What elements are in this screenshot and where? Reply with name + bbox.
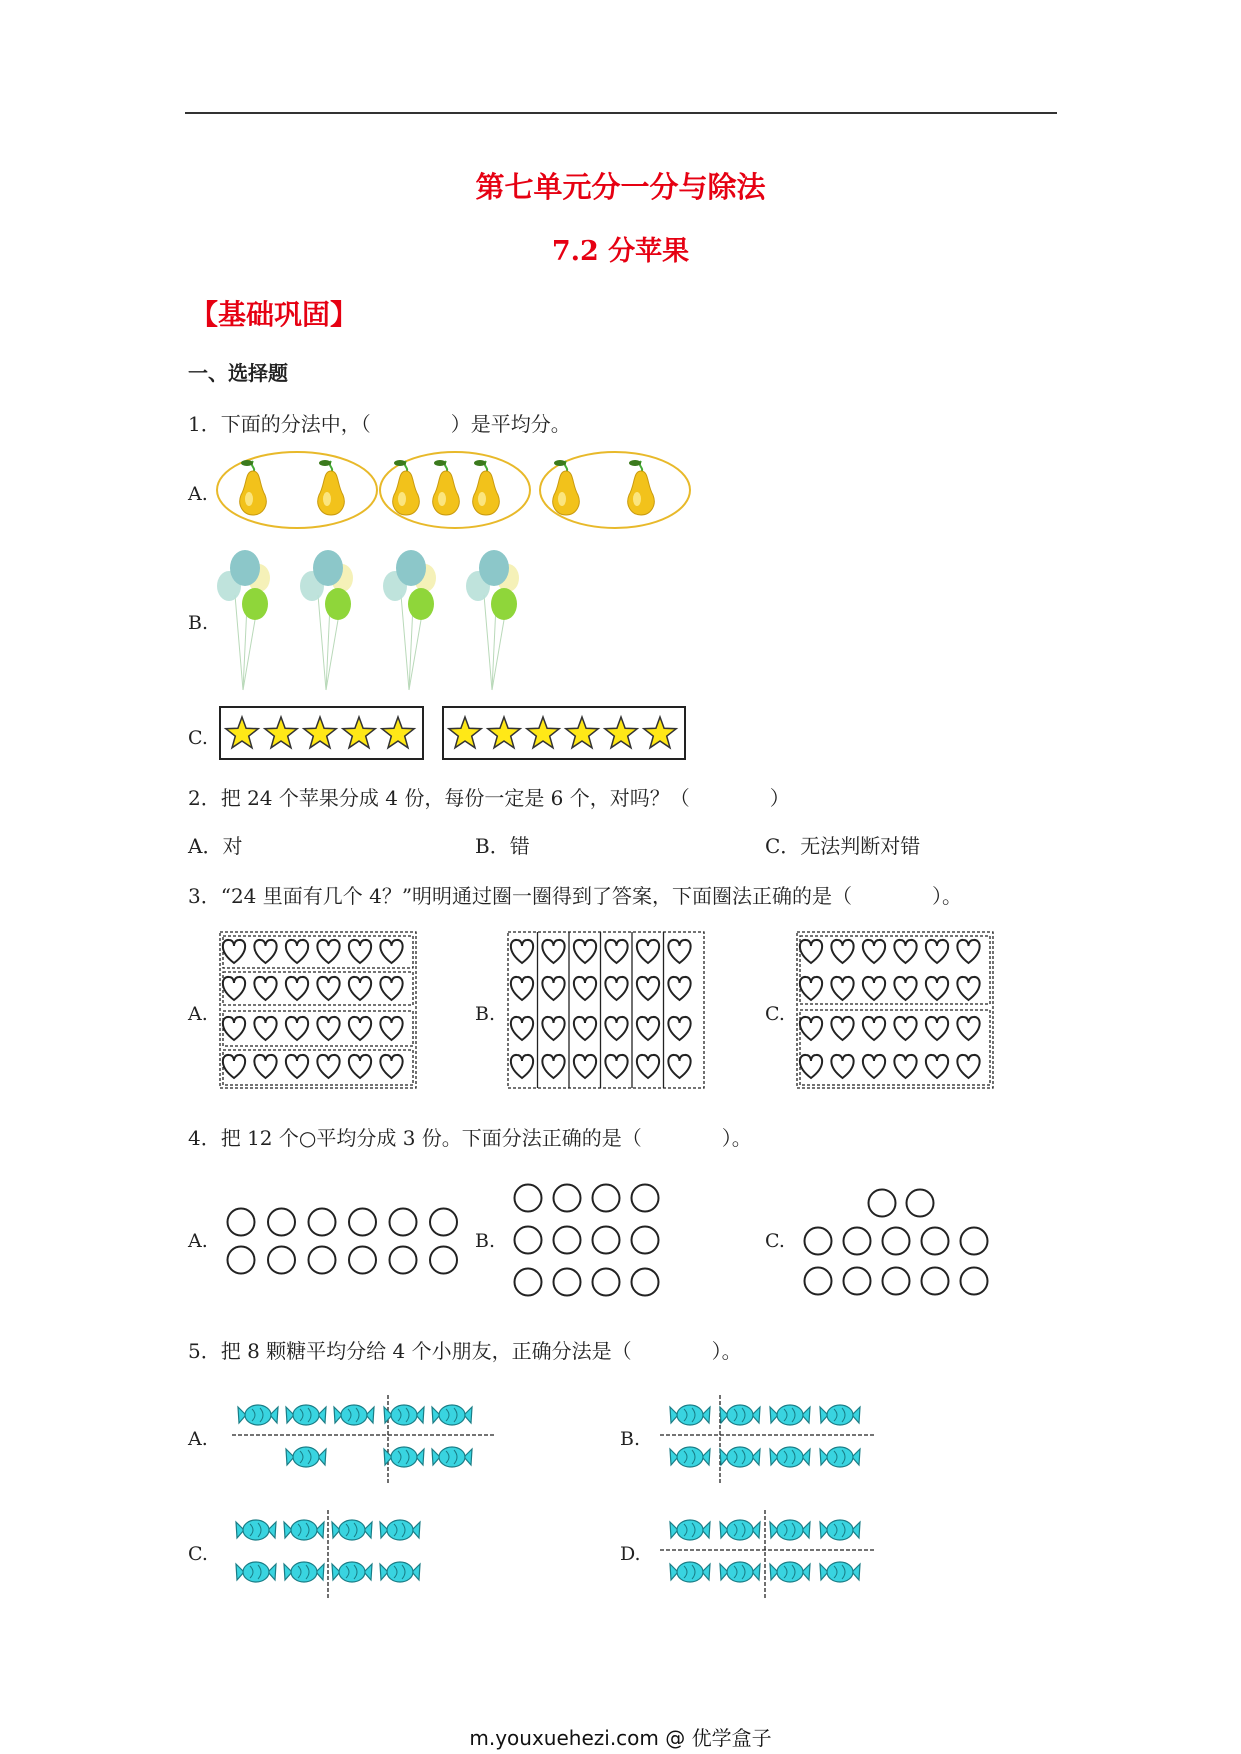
pear-icon [318,460,345,515]
candy-icon [820,1562,860,1582]
heart-icon [511,977,533,1000]
q1-option-c-label: C. [188,727,208,749]
heart-icon [349,1055,371,1078]
heart-icon [800,977,822,1000]
heart-icon [254,1017,276,1040]
heart-icon [317,940,339,963]
candy-icon [334,1405,374,1425]
heart-icon [605,977,627,1000]
heart-icon [926,977,948,1000]
heart-icon [542,1017,564,1040]
heart-icon [286,977,308,1000]
candy-icon [770,1520,810,1540]
circle-mark [515,1269,542,1296]
heart-icon [286,1017,308,1040]
q3-option-a-hearts [220,930,420,1090]
pear-icon [393,460,420,515]
candy-icon [720,1562,760,1582]
heart-icon [317,977,339,1000]
balloon-bunch-icon [300,550,353,690]
circle-mark [922,1228,949,1255]
candy-icon [384,1405,424,1425]
circle-mark [907,1190,934,1217]
candy-icon [380,1562,420,1582]
heart-icon [831,977,853,1000]
heart-icon [926,1017,948,1040]
heart-icon [542,1055,564,1078]
circle-mark [632,1227,659,1254]
q3-option-c-hearts [797,930,997,1090]
circle-mark [805,1228,832,1255]
heart-icon [317,1055,339,1078]
candy-icon [236,1562,276,1582]
circle-mark [309,1247,336,1274]
section-label: 【基础巩固】 [190,298,359,331]
star-icon [226,717,258,748]
heart-icon [668,1017,690,1040]
candy-icon [284,1520,324,1540]
q1-option-c-stars [220,705,680,763]
pear-icon [473,460,500,515]
heart-icon [637,977,659,1000]
circle-mark [390,1209,417,1236]
star-icon [265,717,297,748]
heart-icon [800,940,822,963]
q5-option-d-candies [660,1510,880,1600]
star-icon [304,717,336,748]
heart-icon [574,1017,596,1040]
heart-icon [894,1055,916,1078]
q1-option-a-label: A. [188,483,208,505]
heart-icon [223,1055,245,1078]
heart-icon [254,1055,276,1078]
circle-mark [349,1209,376,1236]
q5-option-b-candies [660,1395,880,1485]
balloon-bunch-icon [383,550,436,690]
circle-mark [593,1269,620,1296]
heart-icon [511,1017,533,1040]
candy-icon [770,1405,810,1425]
candy-icon [670,1562,710,1582]
group-ellipse [217,452,377,528]
pear-icon [553,460,580,515]
heart-icon [605,940,627,963]
star-icon [644,717,676,748]
circle-mark [515,1227,542,1254]
heart-icon [863,940,885,963]
circle-mark [844,1228,871,1255]
q5-option-d-label: D. [620,1543,641,1565]
heart-icon [574,940,596,963]
heart-icon [605,1055,627,1078]
candy-icon [236,1520,276,1540]
heart-icon [223,977,245,1000]
circle-mark [430,1247,457,1274]
star-icon [527,717,559,748]
heart-icon [926,940,948,963]
q4-option-a-label: A. [188,1230,208,1252]
heart-icon [605,1017,627,1040]
heart-icon [542,977,564,1000]
heart-icon [957,1055,979,1078]
candy-icon [238,1405,278,1425]
heart-icon [863,1017,885,1040]
circle-mark [869,1190,896,1217]
q4-option-b-label: B. [475,1230,496,1252]
circle-mark [309,1209,336,1236]
candy-icon [770,1562,810,1582]
q1-option-b-label: B. [188,612,209,634]
candy-icon [432,1447,472,1467]
balloon-bunch-icon [217,550,270,690]
circle-mark [268,1209,295,1236]
q5-option-c-candies [232,1510,432,1600]
candy-icon [380,1520,420,1540]
heart-icon [668,1055,690,1078]
candy-icon [332,1562,372,1582]
heart-icon [349,1017,371,1040]
q5-option-c-label: C. [188,1543,208,1565]
heart-icon [286,940,308,963]
question-4-text: 4．把 12 个○平均分成 3 份。下面分法正确的是（ ）。 [188,1126,752,1150]
circle-mark [883,1268,910,1295]
star-icon [605,717,637,748]
q4-option-a-circles [225,1205,465,1285]
q5-option-b-label: B. [620,1428,641,1450]
pear-icon [240,460,267,515]
candy-icon [820,1447,860,1467]
candy-icon [720,1405,760,1425]
circle-mark [632,1269,659,1296]
star-icon [449,717,481,748]
header-rule [185,112,1057,114]
heart-icon [511,940,533,963]
heart-icon [349,940,371,963]
candy-icon [670,1405,710,1425]
circle-mark [922,1268,949,1295]
circle-mark [430,1209,457,1236]
footer-text: m.youxuehezi.com @ 优学盒子 [469,1726,772,1750]
question-5-text: 5．把 8 颗糖平均分给 4 个小朋友，正确分法是（ ）。 [188,1339,742,1363]
heart-icon [254,940,276,963]
circle-mark [593,1185,620,1212]
candy-icon [432,1405,472,1425]
circle-mark [228,1209,255,1236]
star-icon [343,717,375,748]
q3-option-c-label: C. [765,1003,785,1025]
heart-icon [223,940,245,963]
circle-mark [805,1268,832,1295]
heart-icon [380,940,402,963]
q3-option-b-label: B. [475,1003,496,1025]
heart-icon [542,940,564,963]
heart-icon [380,977,402,1000]
heart-icon [831,940,853,963]
heart-icon [574,977,596,1000]
circle-mark [844,1268,871,1295]
circle-mark [515,1185,542,1212]
candy-icon [286,1405,326,1425]
q2-choice-a: A．对 [188,834,243,858]
heart-icon [894,977,916,1000]
heart-icon [637,1055,659,1078]
lesson-title: 7.2 分苹果 [551,236,690,267]
circle-mark [268,1247,295,1274]
question-2-text: 2．把 24 个苹果分成 4 份，每份一定是 6 个，对吗？（ ） [188,786,790,810]
circle-mark [390,1247,417,1274]
heart-icon [831,1055,853,1078]
circle-mark [554,1227,581,1254]
circle-mark [554,1269,581,1296]
q2-choice-b: B．错 [475,834,530,858]
circle-mark [349,1247,376,1274]
circle-mark [554,1185,581,1212]
question-1-text: 1．下面的分法中，（ ）是平均分。 [188,412,571,436]
circle-mark [961,1228,988,1255]
heart-icon [637,1017,659,1040]
circle-mark [593,1227,620,1254]
circle-mark [961,1268,988,1295]
heart-icon [894,940,916,963]
heart-icon [380,1017,402,1040]
q4-option-c-circles [800,1185,1000,1300]
candy-icon [820,1520,860,1540]
candy-icon [670,1520,710,1540]
heart-icon [511,1055,533,1078]
heart-icon [637,940,659,963]
heart-icon [668,940,690,963]
heart-icon [957,940,979,963]
heart-icon [574,1055,596,1078]
heart-icon [317,1017,339,1040]
question-3-text: 3．“24 里面有几个 4？”明明通过圈一圈得到了答案，下面圈法正确的是（ ）。 [188,884,963,908]
candy-icon [284,1562,324,1582]
heart-icon [957,977,979,1000]
q3-option-b-hearts [508,930,708,1090]
q2-choice-c: C．无法判断对错 [765,834,921,858]
candy-icon [770,1447,810,1467]
q5-option-a-candies [232,1395,502,1485]
candy-icon [820,1405,860,1425]
circle-mark [632,1185,659,1212]
heart-icon [863,977,885,1000]
star-icon [382,717,414,748]
circle-mark [883,1228,910,1255]
candy-icon [332,1520,372,1540]
heart-icon [863,1055,885,1078]
heart-icon [380,1055,402,1078]
candy-icon [286,1447,326,1467]
q1-option-a-pears [215,447,735,537]
heart-icon [831,1017,853,1040]
balloon-bunch-icon [466,550,519,690]
q4-option-c-label: C. [765,1230,785,1252]
pear-icon [433,460,460,515]
candy-icon [670,1447,710,1467]
heart-icon [223,1017,245,1040]
circle-mark [228,1247,255,1274]
candy-icon [720,1447,760,1467]
q5-option-a-label: A. [188,1428,208,1450]
q3-option-a-label: A. [188,1003,208,1025]
heart-icon [286,1055,308,1078]
unit-title: 第七单元分一分与除法 [475,170,766,204]
heart-icon [254,977,276,1000]
star-icon [566,717,598,748]
heart-icon [894,1017,916,1040]
heart-icon [800,1055,822,1078]
star-icon [488,717,520,748]
pear-icon [628,460,655,515]
q1-option-b-balloons [215,550,545,700]
heart-icon [349,977,371,1000]
heart-icon [926,1055,948,1078]
heart-icon [957,1017,979,1040]
candy-icon [720,1520,760,1540]
q4-option-b-circles [510,1180,690,1305]
part-title: 一、选择题 [188,361,288,385]
candy-icon [384,1447,424,1467]
heart-icon [800,1017,822,1040]
heart-icon [668,977,690,1000]
